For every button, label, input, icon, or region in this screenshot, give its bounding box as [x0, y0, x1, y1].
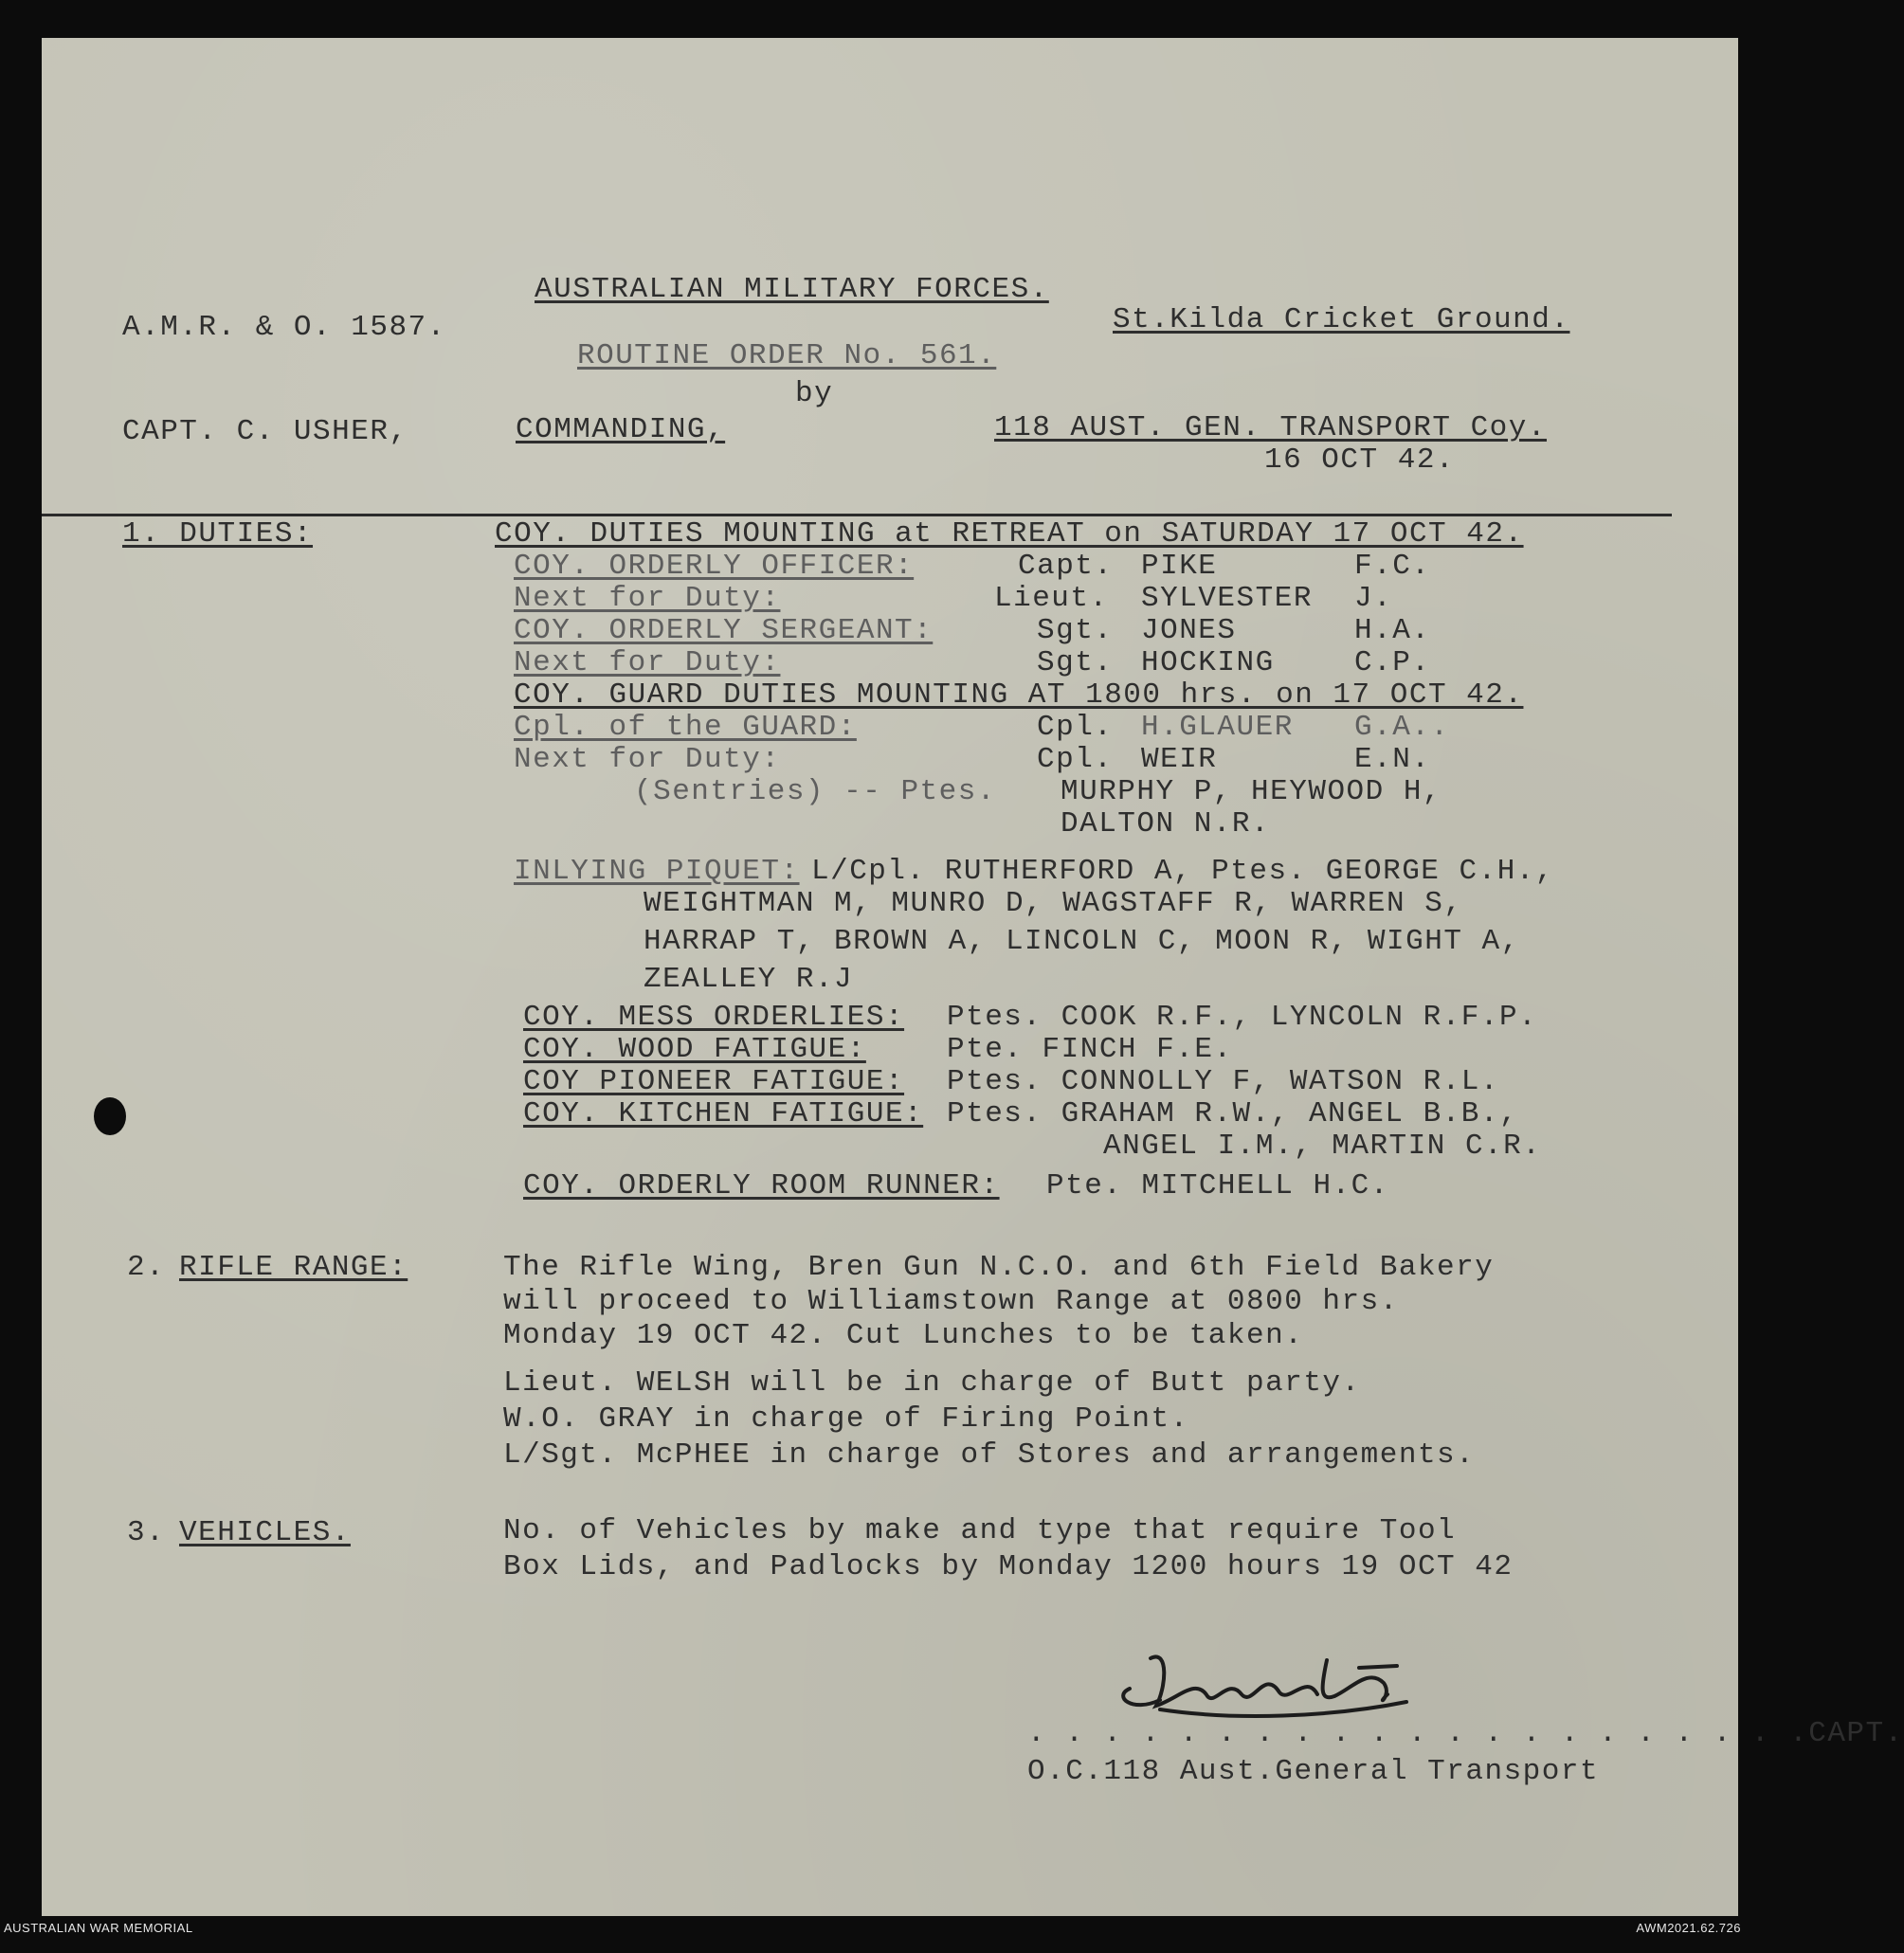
commanding-label: COMMANDING,	[516, 413, 726, 446]
punch-hole	[94, 1097, 126, 1135]
officer-commanding: O.C.118 Aust.General Transport	[1027, 1755, 1600, 1788]
rifle-range-line: Monday 19 OCT 42. Cut Lunches to be taken.	[503, 1319, 1304, 1352]
duty-rank: Sgt.	[1037, 646, 1114, 679]
duty-initials: J.	[1354, 582, 1393, 615]
amr-reference: A.M.R. & O. 1587.	[122, 311, 446, 344]
duty-role: COY. ORDERLY SERGEANT:	[514, 614, 934, 647]
rifle-range-line: Lieut. WELSH will be in charge of Butt party.	[503, 1366, 1361, 1400]
guard-initials: G.A..	[1354, 711, 1450, 744]
duty-name: SYLVESTER	[1141, 582, 1313, 615]
fatigue-role: COY. KITCHEN FATIGUE:	[523, 1097, 924, 1130]
guard-name: WEIR	[1141, 743, 1218, 776]
duty-name: JONES	[1141, 614, 1237, 647]
duty-rank: Sgt.	[1037, 614, 1114, 647]
rifle-range-line: will proceed to Williamstown Range at 0800 hrs.	[503, 1285, 1399, 1318]
routine-order-number: ROUTINE ORDER No. 561.	[577, 339, 997, 372]
header-rule	[42, 514, 1672, 516]
fatigue-value: Ptes. CONNOLLY F, WATSON R.L.	[947, 1065, 1499, 1098]
unit-name: 118 AUST. GEN. TRANSPORT Coy.	[994, 411, 1547, 444]
rifle-range-number: 2.	[127, 1251, 166, 1284]
forces-title: AUSTRALIAN MILITARY FORCES.	[535, 273, 1049, 306]
kitchen-continued: ANGEL I.M., MARTIN C.R.	[1103, 1130, 1542, 1163]
sentries-label: (Sentries) -- Ptes.	[634, 775, 996, 808]
guard-rank: Cpl.	[1037, 743, 1114, 776]
order-date: 16 OCT 42.	[1264, 443, 1456, 477]
rifle-range-line: W.O. GRAY in charge of Firing Point.	[503, 1402, 1189, 1436]
vehicles-number: 3.	[127, 1516, 166, 1549]
guard-role: Next for Duty:	[514, 743, 781, 776]
duty-initials: F.C.	[1354, 550, 1431, 583]
guard-rank: Cpl.	[1037, 711, 1114, 744]
fatigue-value: Pte. FINCH F.E.	[947, 1033, 1233, 1066]
fatigue-role: COY. WOOD FATIGUE:	[523, 1033, 866, 1066]
piquet-names: HARRAP T, BROWN A, LINCOLN C, MOON R, WIGHT A,	[644, 925, 1520, 958]
guard-mounting: COY. GUARD DUTIES MOUNTING AT 1800 hrs. on 17 OCT 42.	[514, 678, 1524, 712]
footer-accession: AWM2021.62.726	[1636, 1921, 1741, 1935]
duties-heading: 1. DUTIES:	[122, 517, 314, 551]
document-sheet	[42, 38, 1904, 1916]
location: St.Kilda Cricket Ground.	[1113, 303, 1570, 336]
runner-role: COY. ORDERLY ROOM RUNNER:	[523, 1169, 1000, 1203]
vehicles-heading: VEHICLES.	[179, 1516, 351, 1549]
capt-signature-line: . . . . . . . . . . . . . . . . . . . . .CAPT.	[1027, 1717, 1904, 1750]
piquet-names: ZEALLEY R.J	[644, 963, 854, 996]
guard-role: Cpl. of the GUARD:	[514, 711, 857, 744]
by-label: by	[795, 377, 834, 410]
commanding-officer: CAPT. C. USHER,	[122, 415, 408, 448]
duty-initials: H.A.	[1354, 614, 1431, 647]
duties-mounting: COY. DUTIES MOUNTING at RETREAT on SATURDAY 17 OCT 42.	[495, 517, 1524, 551]
fatigue-value: Ptes. GRAHAM R.W., ANGEL B.B.,	[947, 1097, 1519, 1130]
sentries-names: MURPHY P, HEYWOOD H,	[1061, 775, 1442, 808]
piquet-names: L/Cpl. RUTHERFORD A, Ptes. GEORGE C.H.,	[811, 855, 1555, 888]
handwritten-signature	[1103, 1639, 1454, 1725]
rifle-range-line: The Rifle Wing, Bren Gun N.C.O. and 6th Field Bakery	[503, 1251, 1495, 1284]
duty-role: Next for Duty:	[514, 646, 781, 679]
duty-initials: C.P.	[1354, 646, 1431, 679]
vehicles-line: No. of Vehicles by make and type that require Tool	[503, 1514, 1457, 1547]
rifle-range-heading: RIFLE RANGE:	[179, 1251, 408, 1284]
piquet-names: WEIGHTMAN M, MUNRO D, WAGSTAFF R, WARREN S,	[644, 887, 1463, 920]
sentries-names: DALTON N.R.	[1061, 807, 1271, 841]
guard-initials: E.N.	[1354, 743, 1431, 776]
fatigue-role: COY. MESS ORDERLIES:	[523, 1001, 905, 1034]
duty-rank: Lieut.	[994, 582, 1109, 615]
duty-role: Next for Duty:	[514, 582, 781, 615]
duty-name: HOCKING	[1141, 646, 1275, 679]
duty-role: COY. ORDERLY OFFICER:	[514, 550, 915, 583]
piquet-label: INLYING PIQUET:	[514, 855, 800, 888]
vehicles-line: Box Lids, and Padlocks by Monday 1200 hours 19 OCT 42	[503, 1550, 1514, 1583]
rifle-range-line: L/Sgt. McPHEE in charge of Stores and arrangements.	[503, 1438, 1476, 1472]
duty-name: PIKE	[1141, 550, 1218, 583]
guard-name: H.GLAUER	[1141, 711, 1294, 744]
fatigue-role: COY PIONEER FATIGUE:	[523, 1065, 905, 1098]
fatigue-value: Ptes. COOK R.F., LYNCOLN R.F.P.	[947, 1001, 1538, 1034]
runner-value: Pte. MITCHELL H.C.	[1046, 1169, 1389, 1203]
footer-credit: AUSTRALIAN WAR MEMORIAL	[4, 1921, 193, 1935]
duty-rank: Capt.	[1018, 550, 1114, 583]
